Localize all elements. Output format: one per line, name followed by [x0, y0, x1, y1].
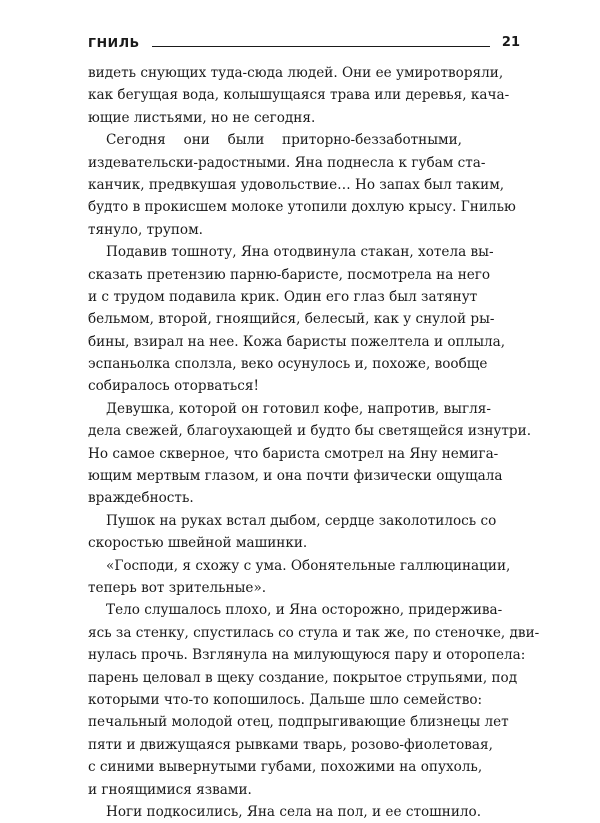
page-header	[88, 33, 520, 51]
text-line: пяти и движущаяся рывками тварь, розово-фиолетовая,	[88, 736, 493, 753]
text-line: и гноящимися язвами.	[88, 781, 252, 798]
text-line: канчик, предвкушая удовольствие… Но запах был таким,	[88, 176, 505, 193]
page-number: 21	[501, 34, 520, 50]
text-line: видеть снующих туда-сюда людей. Они ее умиротворяли,	[88, 65, 504, 81]
text-line: нулась прочь. Взглянула на милующуюся пару и оторопела:	[88, 647, 526, 664]
text-line: враждебность.	[88, 490, 194, 507]
text-line: печальный молодой отец, подпрыгивающие близнецы лет	[88, 714, 509, 731]
text-line: Тело слушалось плохо, и Яна осторожно, придержива-	[106, 602, 503, 619]
text-line: как бегущая вода, колышущаяся трава или деревья, кача-	[88, 87, 510, 104]
text-line: Пушок на руках встал дыбом, сердце заколотилось со	[106, 512, 497, 529]
text-line: Девушка, которой он готовил кофе, напротив, выгля-	[106, 400, 491, 417]
text-line: Сегодня они были приторно-беззаботными,	[106, 132, 462, 149]
text-line: дела свежей, благоухающей и будто бы светящейся изнутри.	[88, 423, 532, 440]
text-line: Подавив тошноту, Яна отодвинула стакан, хотела вы-	[106, 244, 494, 261]
text-line: тянуло, трупом.	[88, 221, 203, 238]
text-line: теперь вот зрительные».	[88, 579, 267, 596]
text-line: «Господи, я схожу с ума. Обонятельные галлюцинации,	[106, 557, 511, 574]
running-title: ГНИЛЬ	[88, 34, 140, 50]
text-line: Но самое скверное, что бариста смотрел на Яну немига-	[88, 445, 499, 462]
text-line: скоростью швейной машинки.	[88, 535, 308, 552]
text-line: и с трудом подавила крик. Один его глаз был затянут	[88, 288, 478, 305]
header-rule	[152, 46, 490, 47]
text-line: издевательски-радостными. Яна поднесла к губам ста-	[88, 154, 486, 171]
body-text	[88, 62, 540, 823]
text-line: парень целовал в щеку создание, покрытое струпьями, под	[88, 669, 518, 686]
text-line: собиралось оторваться!	[88, 378, 259, 395]
text-line: Ноги подкосились, Яна села на пол, и ее стошнило.	[106, 803, 482, 820]
text-line: эспаньолка сползла, веко осунулось и, похоже, вообще	[88, 356, 488, 373]
text-line: бины, взирал на нее. Кожа баристы пожелтела и оплыла,	[88, 333, 506, 350]
text-line: будто в прокисшем молоке утопили дохлую крысу. Гнилью	[88, 199, 516, 216]
text-line: которыми что-то копошилось. Дальше шло семейство:	[88, 691, 483, 708]
text-line: ющим мертвым глазом, и она почти физически ощущала	[88, 468, 503, 485]
text-line: с синими вывернутыми губами, похожими на опухоль,	[88, 759, 483, 776]
text-line: ющие листьями, но не сегодня.	[88, 109, 316, 126]
text-line: ясь за стенку, спустилась со стула и так же, по стеночке, дви-	[88, 624, 540, 641]
text-line: сказать претензию парню-баристе, посмотрела на него	[88, 266, 491, 283]
text-line: бельмом, второй, гноящийся, белесый, как у снулой ры-	[88, 311, 495, 328]
